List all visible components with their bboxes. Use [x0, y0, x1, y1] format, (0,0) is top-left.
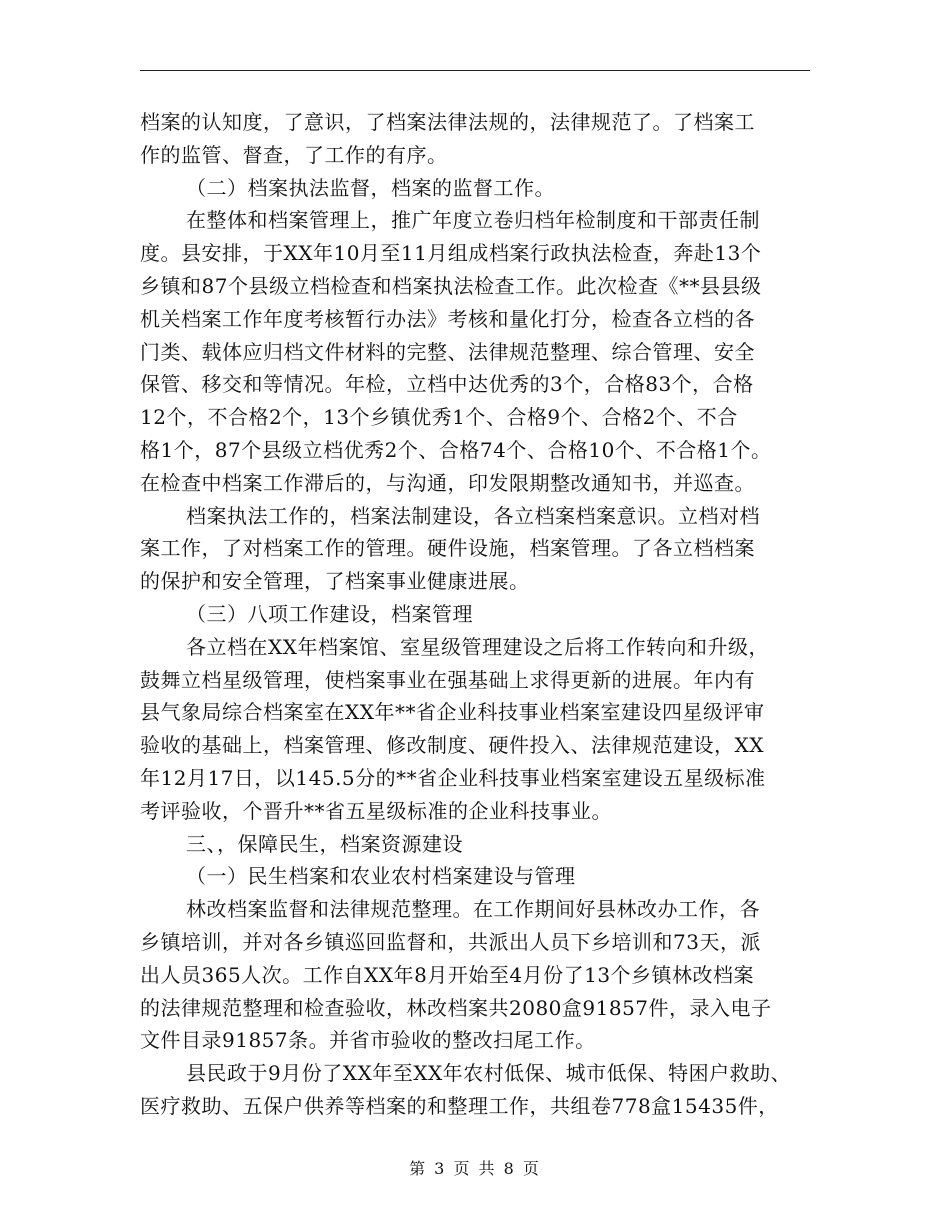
text-line: 作的监管、督查，了工作的有序。 [140, 142, 448, 167]
header-rule [140, 70, 810, 71]
text-line: 12个，不合格2个，13个乡镇优秀1个、合格9个、合格2个、不合 [140, 405, 738, 430]
document-body [140, 106, 830, 1123]
text-line: 出人员365人次。工作自XX年8月开始至4月份了13个乡镇林改档案 [140, 962, 755, 987]
text-line: （二）档案执法监督，档案的监督工作。 [186, 175, 555, 200]
text-line: 各立档在XX年档案馆、室星级管理建设之后将工作转向和升级， [186, 634, 769, 659]
text-line: 度。县安排，于XX年10月至11月组成档案行政执法检查，奔赴13个 [140, 241, 762, 266]
text-line: （三）八项工作建设，档案管理 [186, 601, 473, 626]
text-line: 医疗救助、五保户供养等档案的和整理工作，共组卷778盒15435件， [140, 1093, 779, 1118]
text-line: （一）民生档案和农业农村档案建设与管理 [186, 864, 576, 889]
text-line: 门类、载体应归档文件材料的完整、法律规范整理、综合管理、安全 [140, 339, 755, 364]
text-line: 乡镇和87个县级立档检查和档案执法检查工作。此次检查《**县县级 [140, 273, 762, 298]
text-line: 格1个，87个县级立档优秀2个、合格74个、合格10个、不合格1个。 [140, 437, 772, 462]
text-line: 县气象局综合档案室在XX年**省企业科技事业档案室建设四星级评审 [140, 700, 765, 725]
text-line: 案工作，了对档案工作的管理。硬件设施，档案管理。了各立档档案 [140, 536, 755, 561]
text-line: 在整体和档案管理上，推广年度立卷归档年检制度和干部责任制 [186, 208, 760, 233]
text-line: 年12月17日，以145.5分的**省企业科技事业档案室建设五星级标准 [140, 765, 766, 790]
text-line: 考评验收，个晋升**省五星级标准的企业科技事业。 [140, 798, 612, 823]
text-line: 机关档案工作年度考核暂行办法》考核和量化打分，检查各立档的各 [140, 306, 755, 331]
text-line: 文件目录91857条。并省市验收的整改扫尾工作。 [140, 1028, 596, 1053]
text-line: 的法律规范整理和检查验收，林改档案共2080盒91857件，录入电子 [140, 995, 772, 1020]
text-line: 验收的基础上，档案管理、修改制度、硬件投入、法律规范建设，XX [140, 733, 764, 758]
text-line: 林改档案监督和法律规范整理。在工作期间好县林改办工作，各 [186, 897, 760, 922]
page-footer: 第 3 页 共 8 页 [409, 1159, 541, 1178]
text-line: 三、，保障民生，档案资源建设 [186, 831, 463, 856]
text-line: 县民政于9月份了XX年至XX年农村低保、城市低保、特困户救助、 [186, 1061, 792, 1086]
text-line: 的保护和安全管理，了档案事业健康进展。 [140, 569, 530, 594]
text-line: 保管、移交和等情况。年检，立档中达优秀的3个，合格83个，合格 [140, 372, 754, 397]
text-line: 乡镇培训，并对各乡镇巡回监督和，共派出人员下乡培训和73天，派 [140, 929, 761, 954]
text-line: 在检查中档案工作滞后的，与沟通，印发限期整改通知书，并巡查。 [140, 470, 755, 495]
text-line: 档案执法工作的，档案法制建设，各立档案档案意识。立档对档 [186, 503, 760, 528]
text-line: 鼓舞立档星级管理，使档案事业在强基础上求得更新的进展。年内有 [140, 667, 755, 692]
text-line: 档案的认知度，了意识，了档案法律法规的，法律规范了。了档案工 [140, 110, 755, 134]
